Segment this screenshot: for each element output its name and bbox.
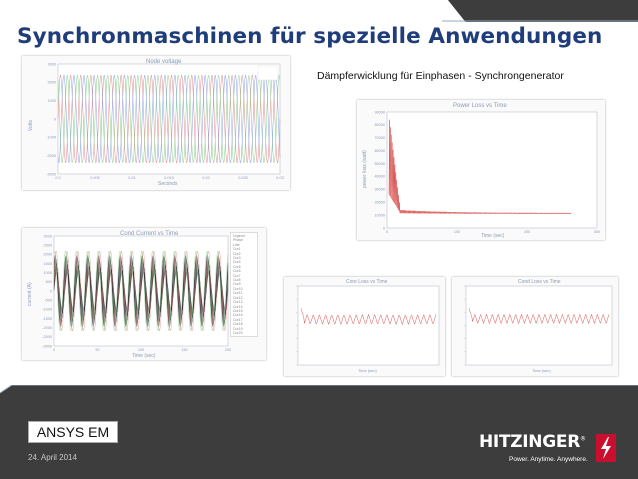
core-loss-title: Core Loss vs Time — [346, 279, 388, 285]
node-voltage-xtick: 0.005 — [90, 176, 100, 180]
cond-current-legend — [230, 232, 258, 337]
cond-current-legend-entry: Cur19 — [233, 326, 243, 331]
cond-loss-title: Cond Loss vs Time — [518, 279, 561, 285]
power-loss-ytick: 0 — [382, 226, 385, 231]
cond-current-legend-entry: Phase — [233, 238, 243, 243]
lightning-bolt-icon — [596, 434, 616, 462]
node-voltage-legend — [258, 66, 278, 80]
cond-current-ytick: -3000 — [42, 344, 52, 349]
plot-area — [298, 286, 439, 365]
node-voltage-ytick: 1000 — [47, 98, 56, 103]
core-loss-chart — [284, 277, 445, 376]
cond-current-legend-entry: Cur3 — [233, 256, 241, 261]
node-voltage-ytick: 2000 — [47, 80, 56, 85]
node-voltage-ytick: -1000 — [46, 135, 56, 140]
cond-current-legend-entry: Cur7 — [233, 273, 241, 278]
core-loss-plot — [284, 277, 445, 376]
cond-current-legend-entry: Cur5 — [233, 264, 241, 269]
cond-current-legend-entry: Cur11 — [233, 291, 243, 296]
node-voltage-xtick: 0.0 — [55, 176, 61, 180]
corner-accent-line — [442, 17, 638, 22]
cond-current-legend-entry: Cur9 — [233, 282, 241, 287]
cond-current-xtick: 200 — [224, 348, 232, 352]
software-label-box: ANSYS EM — [28, 421, 118, 443]
cond-current-legend-entry: Cur12 — [233, 295, 243, 300]
power-loss-plot — [357, 100, 605, 240]
cond-current-legend-entry: Cur1 — [233, 247, 241, 252]
cond-current-legend-entry: Cur2 — [233, 251, 241, 256]
power-loss-ytick: 10000 — [374, 213, 385, 218]
cond-current-xtick: 50 — [95, 348, 100, 352]
power-loss-xtick: 200 — [523, 230, 531, 234]
node-voltage-ylabel: Volts — [28, 120, 34, 131]
cond-current-ytick: 2000 — [43, 252, 52, 257]
cond-current-xtick: 150 — [181, 348, 188, 352]
cond-loss-xlabel: Time (sec) — [532, 368, 551, 373]
power-loss-xtick: 0 — [385, 230, 389, 234]
cond-current-ylabel: current (A) — [27, 282, 33, 306]
node-voltage-ytick: 3000 — [47, 62, 56, 67]
cond-loss-chart — [452, 277, 618, 376]
node-voltage-xtick: 0.03 — [276, 176, 284, 180]
cond-current-legend-entry: Legend — [233, 234, 245, 238]
power-loss-ytick: 90000 — [374, 110, 385, 115]
power-loss-ytick: 20000 — [374, 200, 385, 205]
node-voltage-xtick: 0.02 — [202, 176, 210, 180]
power-loss-title: Power Loss vs Time — [453, 103, 507, 109]
slide-title: Synchronmaschinen für spezielle Anwendungen — [17, 24, 603, 49]
cond-current-ytick: 3000 — [43, 234, 52, 239]
cond-current-xtick: 100 — [137, 348, 145, 352]
cond-current-legend-entry: Cur18 — [233, 322, 243, 327]
node-voltage-plot — [22, 56, 290, 190]
cond-current-ytick: -2000 — [42, 325, 52, 330]
power-loss-xlabel: Time (sec) — [481, 233, 505, 239]
cond-current-legend-entry: Cur14 — [233, 304, 243, 309]
cond-current-title: Cond Current vs Time — [120, 231, 179, 237]
cond-current-legend-entry: Cur17 — [233, 317, 243, 322]
node-voltage-chart — [22, 56, 290, 190]
cond-current-ytick: 2500 — [43, 243, 52, 248]
cond-current-legend-entry: Cur4 — [233, 260, 241, 265]
cond-current-ytick: -1500 — [42, 316, 52, 321]
node-voltage-xtick: 0.015 — [164, 176, 174, 180]
cond-current-legend-entry: Cur15 — [233, 308, 243, 313]
node-voltage-ytick: -2000 — [46, 153, 56, 158]
cond-current-ytick: 1500 — [43, 261, 52, 266]
cond-current-xlabel: Time (sec) — [132, 353, 156, 359]
cond-current-plot — [22, 228, 266, 360]
node-voltage-title: Node voltage — [146, 59, 182, 65]
cond-current-ytick: 500 — [45, 280, 52, 285]
plot-area — [387, 112, 597, 228]
plot-area — [466, 286, 612, 365]
cond-current-legend-entry: Cur8 — [233, 278, 241, 283]
power-loss-ytick: 80000 — [374, 123, 385, 128]
cond-current-ytick: -2500 — [42, 335, 52, 340]
core-loss-xlabel: Time (sec) — [358, 368, 377, 373]
power-loss-xtick: 300 — [593, 230, 601, 234]
logo-wordmark: HITZINGER® — [479, 432, 586, 452]
power-loss-xtick: 100 — [453, 230, 461, 234]
logo-tagline: Power. Anytime. Anywhere. — [509, 456, 588, 463]
power-loss-ytick: 60000 — [374, 148, 385, 153]
cond-current-xtick: 0 — [52, 348, 56, 352]
cond-current-legend-entry: Cur20 — [233, 330, 243, 335]
cond-current-legend-entry: Line — [233, 242, 240, 247]
cond-current-ytick: 0 — [49, 289, 52, 294]
power-loss-ytick: 40000 — [374, 174, 385, 179]
power-loss-ytick: 30000 — [374, 187, 385, 192]
cond-loss-plot — [452, 277, 618, 376]
node-voltage-xlabel: Seconds — [158, 181, 178, 187]
cond-current-ytick: 1000 — [43, 270, 52, 275]
node-voltage-xtick: 0.01 — [128, 176, 136, 180]
node-voltage-xtick: 0.025 — [238, 176, 248, 180]
power-loss-chart — [357, 100, 605, 240]
cond-current-legend-entry: Cur10 — [233, 286, 243, 291]
cond-current-ytick: -500 — [44, 298, 52, 303]
slide-subtitle: Dämpferwicklung für Einphasen - Synchrongenerator — [317, 70, 564, 82]
power-loss-ytick: 50000 — [374, 161, 385, 166]
footer-date: 24. April 2014 — [28, 453, 77, 462]
power-loss-ytick: 70000 — [374, 136, 385, 141]
cond-current-ytick: -1000 — [42, 307, 52, 312]
node-voltage-ytick: 0 — [53, 117, 56, 122]
cond-current-legend-entry: Cur16 — [233, 313, 243, 318]
cond-current-legend-entry: Cur13 — [233, 300, 243, 305]
node-voltage-ytick: -3000 — [46, 172, 56, 177]
power-loss-ylabel: power loss (watt) — [362, 150, 368, 188]
cond-current-legend-entry: Cur6 — [233, 269, 241, 274]
